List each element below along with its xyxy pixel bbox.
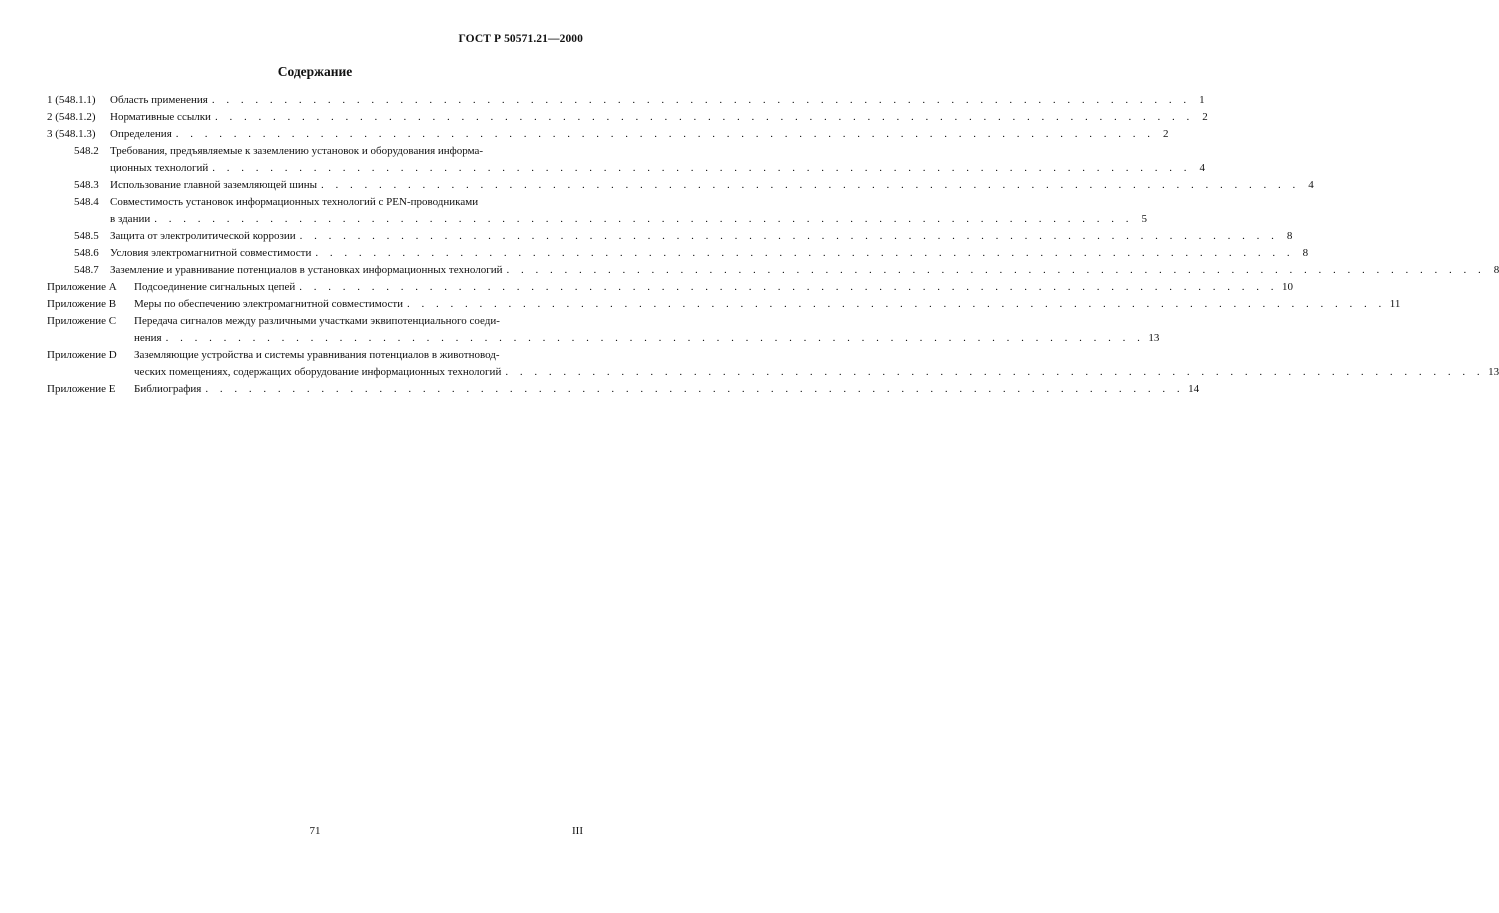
toc-entry-title-line: Требования, предъявляемые к заземлению установок и оборудования информа- (110, 145, 484, 157)
toc-entry-title-line: Меры по обеспечению электромагнитной совместимости (134, 298, 404, 310)
toc-entry-title-line: Заземление и уравнивание потенциалов в установках информационных технологий (110, 264, 503, 276)
page-number: 71 (309, 825, 321, 837)
toc-entry-page: 2 (1202, 111, 1208, 123)
toc-entry-page: 14 (1188, 383, 1200, 395)
toc-entry (47, 143, 1205, 177)
toc-entry (47, 347, 1499, 381)
toc-entry-number: 2 (548.1.2) (47, 111, 96, 123)
toc-entry-number: 548.7 (74, 264, 99, 276)
toc-entry-title-line: Условия электромагнитной совместимости (110, 247, 312, 259)
toc-entry-title-line: Подсоединение сигнальных цепей (134, 281, 296, 293)
toc-entry-page: 8 (1286, 230, 1293, 242)
toc-entry-number: 548.5 (74, 230, 99, 242)
toc-entry-number: Приложение D (47, 349, 117, 361)
toc-entry-page: 4 (1308, 179, 1314, 191)
toc-entry-page: 8 (1302, 247, 1309, 259)
document-code: ГОСТ Р 50571.21—2000 (458, 33, 583, 45)
toc-leader-dots: . . . . . . . . . . . . . . . . . . . . . . . . . . . . . . . . . . . . . . . . . . . . . . . . . . . . . . . . . . . . . . . . . . . . (505, 366, 1485, 378)
toc-entry-number: Приложение A (47, 281, 117, 293)
toc-entry-page: 10 (1282, 281, 1293, 293)
toc-leader-dots: . . . . . . . . . . . . . . . . . . . . . . . . . . . . . . . . . . . . . . . . . . . . . . . . . . . . . . . . . . . . . . . . . . . . (407, 298, 1386, 310)
toc-leader-dots: . . . . . . . . . . . . . . . . . . . . . . . . . . . . . . . . . . . . . . . . . . . . . . . . . . . . . . . . . . . . . . . . . . . . (154, 213, 1133, 225)
toc-entry-page: 13 (1148, 332, 1160, 344)
toc-entry-title-line: ционных технологий (110, 162, 209, 174)
table-of-contents (47, 92, 1499, 398)
toc-leader-dots: . . . . . . . . . . . . . . . . . . . . . . . . . . . . . . . . . . . . . . . . . . . . . . . . . . . . . . . . . . . . . . . . . . . . (211, 94, 1191, 106)
toc-entry (47, 177, 1314, 194)
toc-entry (47, 126, 1169, 143)
toc-entry-number: 548.2 (74, 145, 99, 157)
toc-entry (47, 313, 1160, 347)
toc-entry (47, 262, 1499, 279)
page-title: Содержание (277, 64, 353, 79)
toc-entry (47, 279, 1293, 296)
toc-entry (47, 194, 1147, 228)
toc-entry-page: 8 (1493, 264, 1499, 276)
toc-entry-page: 2 (1163, 128, 1169, 140)
toc-entry-number: Приложение C (47, 315, 117, 327)
toc-entry-page: 13 (1488, 366, 1499, 378)
toc-entry-page: 11 (1389, 298, 1401, 310)
toc-entry (47, 381, 1200, 398)
toc-leader-dots: . . . . . . . . . . . . . . . . . . . . . . . . . . . . . . . . . . . . . . . . . . . . . . . . . . . . . . . . . . . . . . . . . . . . (506, 264, 1486, 276)
toc-entry-title-line: Определения (110, 128, 172, 140)
toc-entry-page: 1 (1199, 94, 1205, 106)
roman-page-number: III (572, 825, 583, 837)
toc-entry-title-line: Использование главной заземляющей шины (110, 179, 318, 191)
toc-leader-dots: . . . . . . . . . . . . . . . . . . . . . . . . . . . . . . . . . . . . . . . . . . . . . . . . . . . . . . . . . . . . . . . . . . . . (212, 162, 1191, 174)
toc-entry-title-line: Область применения (110, 94, 208, 106)
toc-leader-dots: . . . . . . . . . . . . . . . . . . . . . . . . . . . . . . . . . . . . . . . . . . . . . . . . . . . . . . . . . . . . . . . . . . . . (321, 179, 1300, 191)
toc-leader-dots: . . . . . . . . . . . . . . . . . . . . . . . . . . . . . . . . . . . . . . . . . . . . . . . . . . . . . . . . . . . . . . . . . . . . (175, 128, 1155, 140)
toc-entry-title-line: нения (134, 332, 162, 344)
toc-entry-page: 5 (1141, 213, 1147, 225)
toc-entry (47, 228, 1293, 245)
toc-entry-title-line: Защита от электролитической коррозии (110, 230, 296, 242)
toc-entry-title-line: Совместимость установок информационных технологий с PEN-проводниками (110, 196, 479, 208)
toc-leader-dots: . . . . . . . . . . . . . . . . . . . . . . . . . . . . . . . . . . . . . . . . . . . . . . . . . . . . . . . . . . . . . . . . . . . . (299, 230, 1279, 242)
toc-entry (47, 109, 1208, 126)
toc-leader-dots: . . . . . . . . . . . . . . . . . . . . . . . . . . . . . . . . . . . . . . . . . . . . . . . . . . . . . . . . . . . . . . . . . . . . (299, 281, 1278, 293)
toc-entry-number: Приложение E (47, 383, 116, 395)
toc-leader-dots: . . . . . . . . . . . . . . . . . . . . . . . . . . . . . . . . . . . . . . . . . . . . . . . . . . . . . . . . . . . . . . . . . . . . (214, 111, 1194, 123)
toc-leader-dots: . . . . . . . . . . . . . . . . . . . . . . . . . . . . . . . . . . . . . . . . . . . . . . . . . . . . . . . . . . . . . . . . . . . . (165, 332, 1145, 344)
toc-entry-number: 1 (548.1.1) (47, 94, 96, 106)
toc-entry-page: 4 (1199, 162, 1205, 174)
toc-entry-title-line: ческих помещениях, содержащих оборудование информационных технологий (134, 366, 502, 378)
toc-entry-title-line: Нормативные ссылки (110, 111, 211, 123)
toc-entry (47, 245, 1309, 262)
toc-entry (47, 296, 1401, 313)
toc-entry-number: Приложение B (47, 298, 117, 310)
toc-entry-title-line: Библиография (134, 383, 202, 395)
toc-entry-title-line: Передача сигналов между различными участками эквипотенциального соеди- (134, 315, 500, 327)
toc-leader-dots: . . . . . . . . . . . . . . . . . . . . . . . . . . . . . . . . . . . . . . . . . . . . . . . . . . . . . . . . . . . . . . . . . . . . (315, 247, 1295, 259)
toc-entry-title-line: в здании (110, 213, 151, 225)
toc-entry-number: 548.4 (74, 196, 99, 208)
toc-leader-dots: . . . . . . . . . . . . . . . . . . . . . . . . . . . . . . . . . . . . . . . . . . . . . . . . . . . . . . . . . . . . . . . . . . . . (205, 383, 1185, 395)
toc-entry (47, 92, 1205, 109)
toc-entry-number: 548.3 (74, 179, 99, 191)
toc-entry-number: 548.6 (74, 247, 99, 259)
toc-entry-title-line: Заземляющие устройства и системы уравнивания потенциалов в животновод- (134, 349, 500, 361)
toc-entry-number: 3 (548.1.3) (47, 128, 96, 140)
